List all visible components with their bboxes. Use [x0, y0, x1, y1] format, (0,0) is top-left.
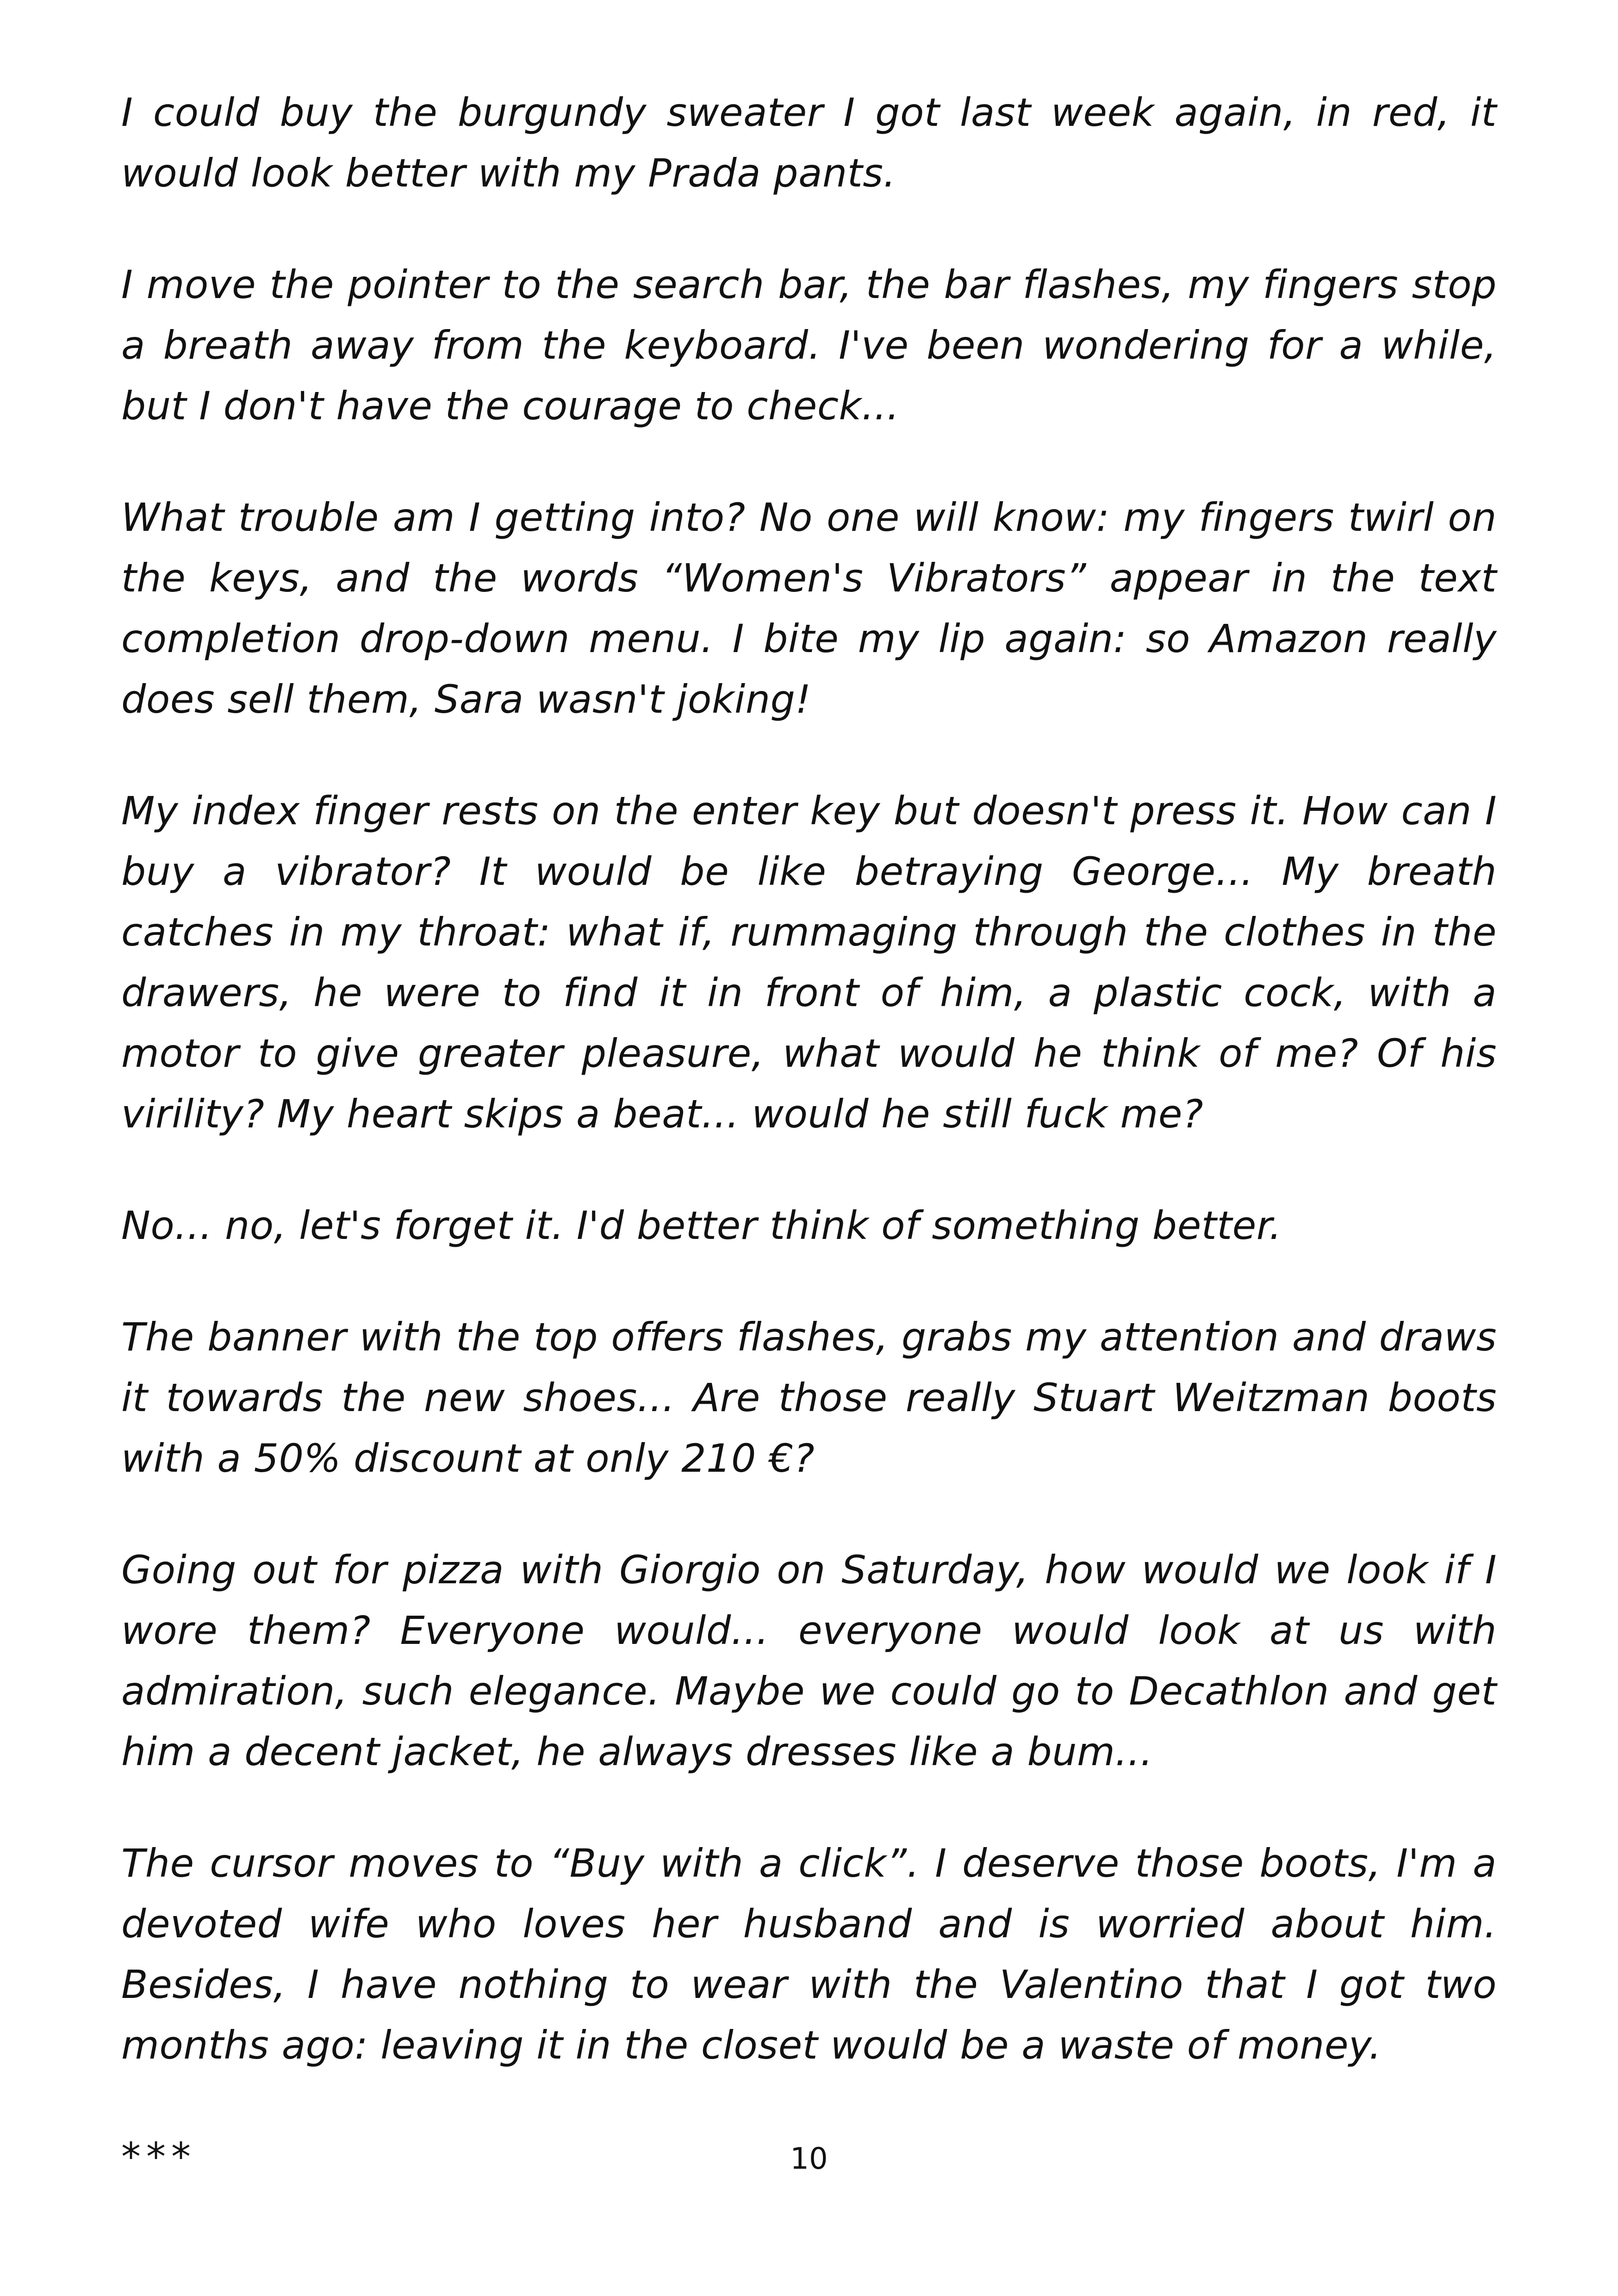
page-number: 10: [790, 2142, 828, 2176]
paragraph: I could buy the burgundy sweater I got last week again, in red, it would look better with my Prada pants.: [121, 90, 1497, 196]
paragraph: No... no, let's forget it. I'd better think of something better.: [121, 1203, 1282, 1248]
scene-break: ***: [121, 2134, 196, 2179]
paragraph: Going out for pizza with Giorgio on Saturday, how would we look if I wore them? Everyone would... everyone would look at us with admiration, such elegance. Maybe we could go to Decathlon and get him a decent jacket, he always dresses like a bum...: [121, 1547, 1497, 1774]
paragraph: I move the pointer to the search bar, the bar flashes, my fingers stop a breath away from the keyboard. I've been wondering for a while, but I don't have the courage to check...: [121, 262, 1497, 429]
page-body: [121, 82, 1497, 2187]
paragraph: My index finger rests on the enter key but doesn't press it. How can I buy a vibrator? It would be like betraying George... My breath catches in my throat: what if, rummaging through the clothes in the drawers, he were to find it in front of him, a plastic cock, with a motor to give greater pleasure, what would he think of me? Of his virility? My heart skips a beat... would he still fuck me?: [121, 788, 1497, 1137]
paragraph: The banner with the top offers flashes, grabs my attention and draws it towards the new shoes... Are those really Stuart Weitzman boots with a 50% discount at only 210 €?: [121, 1314, 1497, 1481]
paragraph: The cursor moves to “Buy with a click”. I deserve those boots, I'm a devoted wife who loves her husband and is worried about him. Besides, I have nothing to wear with the Valentino that I got two months ago: leaving it in the closet would be a waste of money.: [121, 1841, 1497, 2068]
paragraph: What trouble am I getting into? No one will know: my fingers twirl on the keys, and the words “Women's Vibrators” appear in the text completion drop-down menu. I bite my lip again: so Amazon really does sell them, Sara wasn't joking!: [121, 495, 1497, 722]
